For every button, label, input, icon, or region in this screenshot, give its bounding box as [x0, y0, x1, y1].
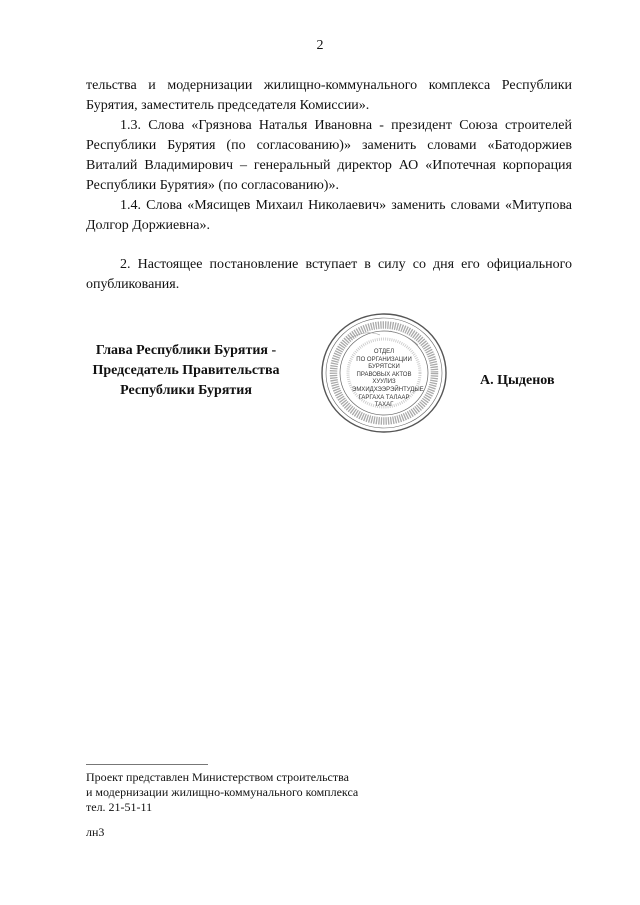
footnote-line: Проект представлен Министерством строительства [86, 770, 349, 784]
signatory-title-line: Председатель Правительства [92, 363, 280, 378]
seal-text: ОТДЕЛ ПО ОРГАНИЗАЦИИ БУРЯТСКИ ПРАВОВЫХ АКТОВ ХУУЛИЗ ЭМХИДХЭЭРЭЙНТУДЫЕ ГАРГАХА ТАЛААР ТАХАГ [352, 349, 424, 409]
paragraph-item-1-4: 1.4. Слова «Мясищев Михаил Николаевич» заменить словами «Митупова Долгор Доржиевна». [86, 198, 572, 233]
paragraph-item-2: 2. Настоящее постановление вступает в силу со дня его официального опубликования. [86, 257, 572, 292]
signatory-title [86, 341, 286, 401]
document-body [86, 76, 572, 295]
footnote-divider [86, 764, 208, 765]
page-number: 2 [316, 38, 324, 53]
footnote [86, 770, 358, 815]
paragraph-continuation: тельства и модернизации жилищно-коммунального комплекса Республики Бурятия, заместитель председателя Комиссии». [86, 78, 572, 113]
signatory-title-line: Республики Бурятия [120, 383, 252, 398]
footnote-line: тел. 21-51-11 [86, 800, 153, 814]
footnote-line: и модернизации жилищно-коммунального комплекса [86, 785, 359, 799]
paragraph-item-1-3: 1.3. Слова «Грязнова Наталья Ивановна - президент Союза строителей Республики Бурятия (по согласованию)» заменить словами «Батодоржиев Виталий Владимирович – генеральный директор АО «Ипотечная корпорация Республики Бурятия» (по согласованию)». [86, 118, 572, 193]
signatory-title-line: Глава Республики Бурятия - [95, 343, 277, 358]
document-code: лн3 [86, 825, 105, 839]
signatory-name: А. Цыденов [480, 373, 555, 388]
